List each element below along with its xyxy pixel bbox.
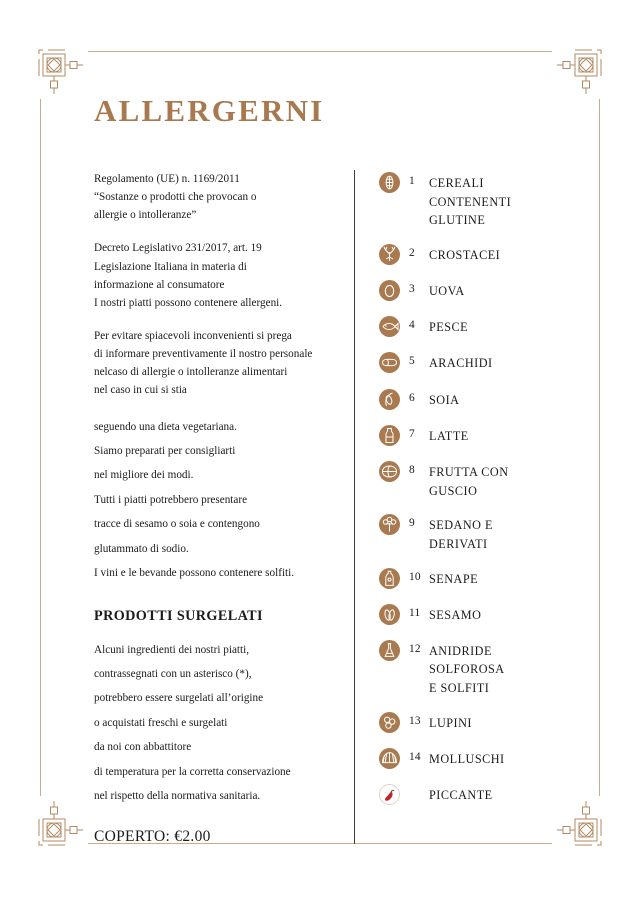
diet-line-1: seguendo una dieta vegetariana. [94, 420, 237, 433]
advisory-paragraph [94, 327, 346, 400]
mollusc-shell-icon [379, 748, 400, 769]
frozen-line-6: di temperatura per la corretta conservazione [94, 765, 291, 778]
list-item [379, 425, 554, 447]
diet-line-4: Tutti i piatti potrebbero presentare [94, 493, 248, 506]
allergen-number: 3 [409, 283, 415, 296]
allergen-label: FRUTTA CON GUSCIO [429, 464, 509, 498]
allergen-label: SOIA [429, 392, 460, 407]
allergen-label: PESCE [429, 320, 469, 335]
diet-paragraph [94, 415, 346, 586]
regulation-line-1: Regolamento (UE) n. 1169/2011 [94, 173, 240, 185]
list-item [379, 748, 554, 770]
frame-line-top [88, 51, 552, 52]
allergen-number: 9 [409, 517, 415, 530]
allergen-label: LATTE [429, 428, 469, 443]
decree-line-4: I nostri piatti possono contenere allergeni. [94, 296, 283, 309]
list-item [379, 352, 554, 374]
decree-line-3: informazione al consumatore [94, 278, 225, 291]
advisory-line-3: nelcaso di allergie o intolleranze alimentari [94, 366, 288, 379]
list-item [379, 244, 554, 266]
allergen-number: 7 [409, 427, 415, 440]
sulphite-flask-icon [379, 640, 400, 661]
frozen-line-5: da noi con abbattitore [94, 741, 192, 754]
list-item [379, 568, 554, 590]
lupin-icon [379, 712, 400, 733]
soy-icon [379, 389, 400, 410]
corner-ornament-top-left [34, 45, 94, 105]
list-item [379, 389, 554, 411]
list-item [379, 514, 554, 553]
list-item [379, 784, 554, 806]
allergen-label: PICCANTE [429, 788, 493, 803]
decree-line-2: Legislazione Italiana in materia di [94, 260, 247, 273]
diet-line-3: nel migliore dei modi. [94, 469, 194, 482]
list-item [379, 640, 554, 698]
list-item [379, 316, 554, 338]
list-item [379, 604, 554, 626]
allergen-label: SENAPE [429, 571, 479, 586]
allergen-number [409, 784, 429, 787]
allergen-label: LUPINI [429, 715, 472, 730]
two-column-body [94, 170, 554, 846]
diet-line-2: Siamo preparati per consigliarti [94, 444, 236, 457]
allergen-number: 5 [409, 355, 415, 368]
allergen-label-line-2: E SOLFITI [429, 680, 490, 695]
allergen-number: 2 [409, 246, 415, 259]
allergen-number: 4 [409, 319, 415, 332]
allergen-label-line-1: ANIDRIDE SOLFOROSA [429, 643, 505, 677]
legal-text-column [94, 170, 354, 846]
corner-ornament-bottom-right [546, 790, 606, 850]
frozen-line-3: potrebbero essere surgelati all’origine [94, 692, 264, 705]
allergen-label: MOLLUSCHI [429, 751, 505, 766]
list-item [379, 280, 554, 302]
allergen-number: 1 [409, 175, 415, 187]
egg-icon [379, 280, 400, 301]
corner-ornament-top-right [546, 45, 606, 105]
wheat-icon [379, 172, 400, 193]
allergen-number: 11 [409, 606, 421, 619]
allergen-label-line-1: CEREALI CONTENENTI [429, 176, 512, 209]
allergen-number: 8 [409, 463, 415, 476]
corner-ornament-bottom-left [34, 790, 94, 850]
decree-paragraph [94, 239, 346, 312]
list-item [379, 461, 554, 500]
fish-icon [379, 316, 400, 337]
page-title: ALLERGERNI [94, 93, 325, 128]
page-content [94, 93, 554, 846]
allergen-label-line-2: GLUTINE [429, 213, 486, 228]
allergen-label [429, 640, 554, 698]
diet-line-5: tracce di sesamo o soia e contengono [94, 518, 260, 531]
regulation-line-2: “Sostanze o prodotti che provocan o [94, 191, 257, 204]
nut-icon [379, 461, 400, 482]
allergen-label: SEDANO E DERIVATI [429, 518, 493, 551]
allergen-label: CROSTACEI [429, 247, 501, 262]
advisory-line-2: di informare preventivamente il nostro personale [94, 348, 313, 361]
celery-icon [379, 514, 400, 535]
allergen-label: SESAMO [429, 607, 482, 622]
cover-charge: COPERTO: €2.00 [94, 828, 211, 846]
frozen-line-2: contrassegnati con un asterisco (*), [94, 667, 252, 680]
frozen-line-4: o acquistati freschi e surgelati [94, 716, 228, 729]
mustard-icon [379, 568, 400, 589]
allergen-number: 6 [409, 391, 415, 404]
regulation-line-3: allergie o intolleranze” [94, 209, 197, 222]
allergen-number: 12 [409, 642, 421, 655]
allergen-label: UOVA [429, 284, 465, 299]
column-divider [354, 170, 355, 844]
allergen-label [429, 172, 554, 230]
allergen-label: ARACHIDI [429, 356, 493, 371]
allergen-number: 14 [409, 750, 421, 763]
list-item [379, 172, 554, 230]
crustacean-icon [379, 244, 400, 265]
allergen-number: 10 [409, 570, 421, 583]
frame-line-left [40, 99, 41, 796]
diet-line-7: I vini e le bevande possono contenere solfiti. [94, 567, 295, 580]
milk-bottle-icon [379, 425, 400, 446]
frozen-line-7: nel rispetto della normativa sanitaria. [94, 790, 261, 803]
list-item [379, 712, 554, 734]
diet-line-6: glutammato di sodio. [94, 542, 189, 555]
sesame-icon [379, 604, 400, 625]
chili-pepper-icon [379, 784, 400, 805]
advisory-line-4: nel caso in cui si stia [94, 384, 187, 397]
frozen-products-heading: PRODOTTI SURGELATI [94, 607, 263, 624]
allergen-list [379, 170, 554, 820]
allergen-number: 13 [409, 714, 421, 727]
decree-line-1: Decreto Legislativo 231/2017, art. 19 [94, 242, 262, 255]
frame-line-right [599, 99, 600, 796]
peanut-icon [379, 352, 400, 373]
advisory-line-1: Per evitare spiacevoli inconvenienti si prega [94, 329, 292, 342]
regulation-paragraph [94, 170, 346, 224]
frozen-line-1: Alcuni ingredienti dei nostri piatti, [94, 643, 250, 656]
frozen-products-paragraph [94, 638, 346, 809]
